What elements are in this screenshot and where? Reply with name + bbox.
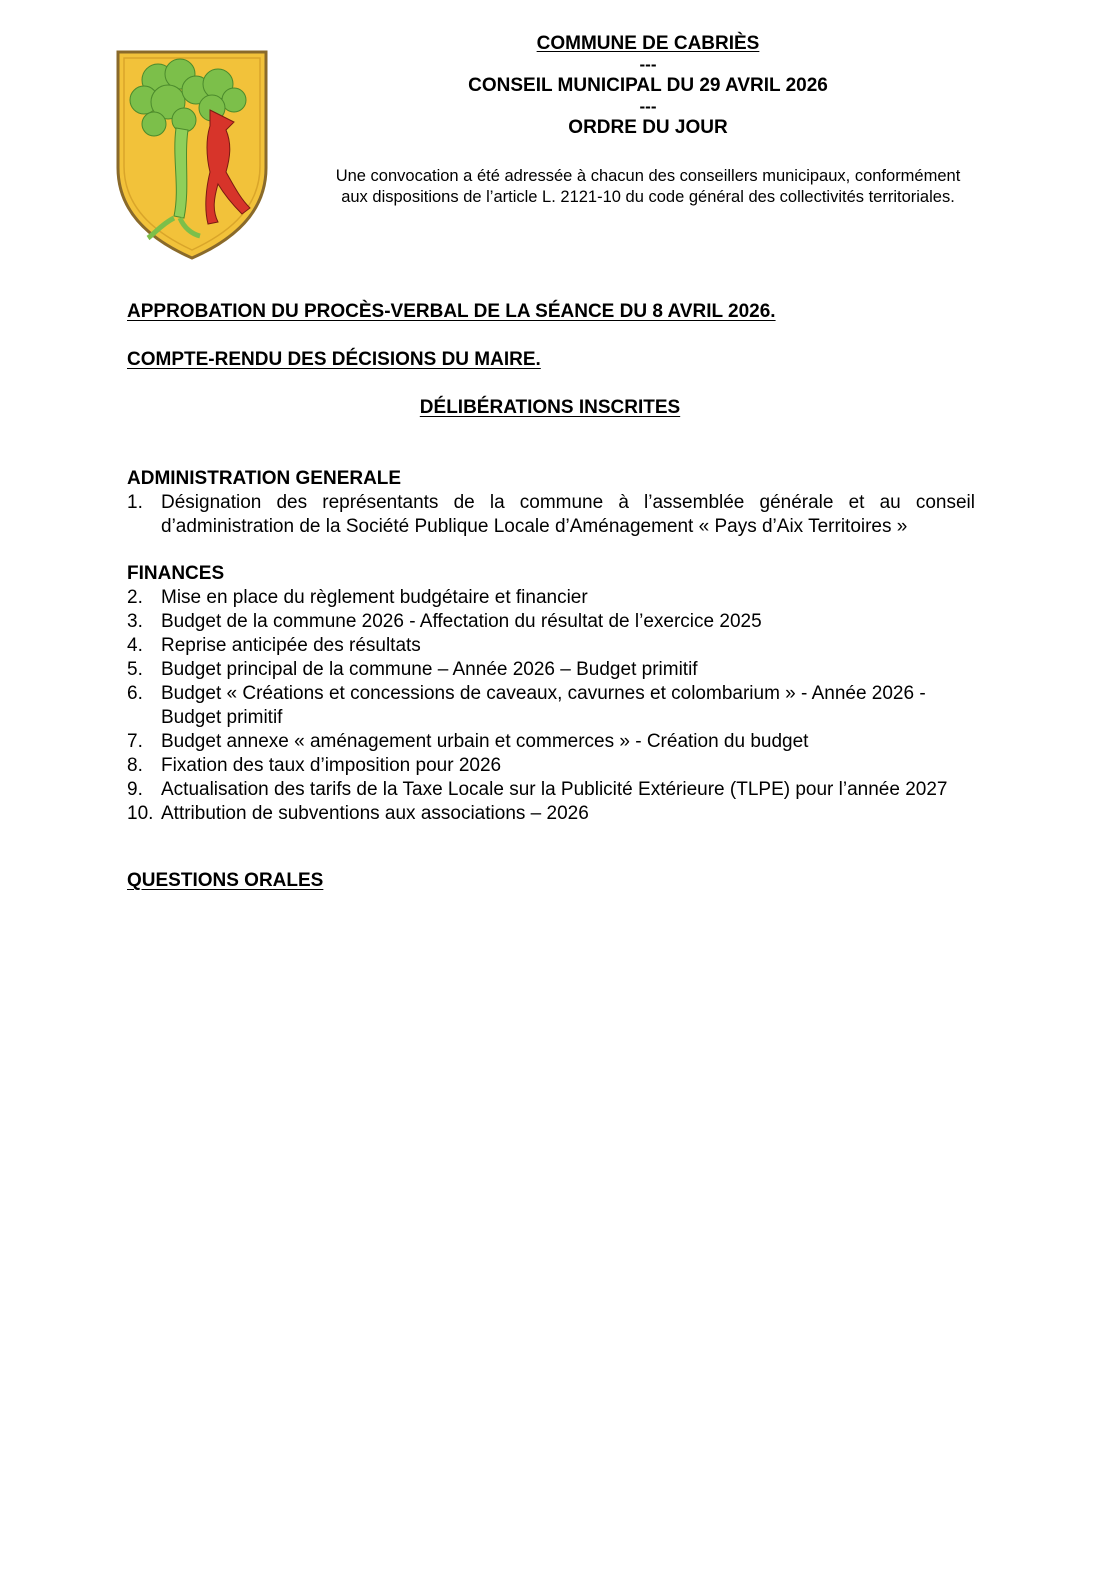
item-number: 10. [127, 803, 154, 824]
list-item [127, 754, 975, 778]
list-item [127, 658, 975, 682]
item-text: Budget principal de la commune – Année 2026 – Budget primitif [161, 659, 698, 680]
item-text: Budget annexe « aménagement urbain et commerces » - Création du budget [161, 731, 809, 752]
list-item [127, 730, 975, 754]
section-title: FINANCES [127, 563, 225, 584]
item-text: Reprise anticipée des résultats [161, 635, 421, 656]
item-number: 4. [127, 635, 143, 656]
item-number: 7. [127, 731, 143, 752]
item-text: Budget de la commune 2026 - Affectation du résultat de l’exercice 2025 [161, 611, 762, 632]
list-item [127, 778, 975, 802]
item-number: 2. [127, 587, 143, 608]
section-administration [127, 467, 975, 539]
item-number: 9. [127, 779, 143, 800]
heading-compte-rendu: COMPTE-RENDU DES DÉCISIONS DU MAIRE. [127, 349, 541, 370]
list-item [127, 802, 975, 826]
separator: --- [639, 97, 657, 116]
separator: --- [639, 55, 657, 74]
item-number: 6. [127, 683, 143, 704]
document-header [318, 32, 978, 208]
heading-approbation: APPROBATION DU PROCÈS-VERBAL DE LA SÉANCE DU 8 AVRIL 2026. [127, 301, 776, 322]
item-number: 5. [127, 659, 143, 680]
item-text: Attribution de subventions aux associations – 2026 [161, 803, 589, 824]
list-item [127, 682, 975, 730]
section-title: ADMINISTRATION GENERALE [127, 468, 402, 489]
item-number: 1. [127, 492, 143, 513]
item-text: Mise en place du règlement budgétaire et financier [161, 587, 588, 608]
list-item [127, 610, 975, 634]
item-text: Fixation des taux d’imposition pour 2026 [161, 755, 502, 776]
item-number: 8. [127, 755, 143, 776]
item-number: 3. [127, 611, 143, 632]
list-item [127, 586, 975, 610]
commune-title: COMMUNE DE CABRIÈS [536, 33, 760, 54]
item-text: Actualisation des tarifs de la Taxe Locale sur la Publicité Extérieure (TLPE) pour l’année 2027 [161, 779, 948, 800]
heading-deliberations: DÉLIBÉRATIONS INSCRITES [419, 397, 681, 418]
list-item [127, 491, 975, 539]
convocation-notice: Une convocation a été adressée à chacun des conseillers municipaux, conformément aux dispositions de l’article L. 2121-10 du code général des collectivités territoriales. [335, 167, 961, 206]
meeting-title: CONSEIL MUNICIPAL DU 29 AVRIL 2026 [468, 75, 828, 96]
item-text: Désignation des représentants de la commune à l’assemblée générale et au conseil d’administration de la Société Publique Locale d’Aménagement « Pays d’Aix Territoires » [161, 492, 975, 537]
list-item [127, 634, 975, 658]
heading-questions-orales: QUESTIONS ORALES [127, 870, 324, 891]
agenda-title: ORDRE DU JOUR [568, 117, 728, 138]
section-finances [127, 562, 975, 826]
item-text: Budget « Créations et concessions de caveaux, cavurnes et colombarium » - Année 2026 - Budget primitif [161, 683, 926, 728]
coat-of-arms-logo [114, 48, 270, 262]
